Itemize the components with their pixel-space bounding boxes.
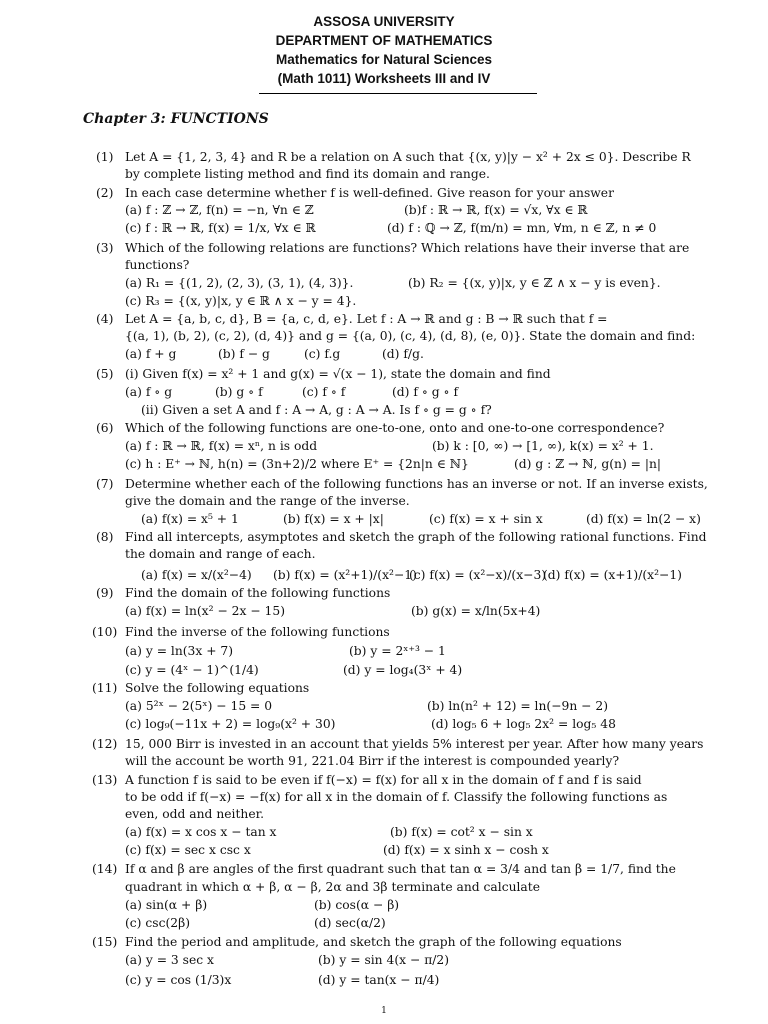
part-b: (b)f : ℝ → ℝ, f(x) = √x, ∀x ∈ ℝ: [404, 203, 588, 217]
part-b: (b) f(x) = cot² x − sin x: [390, 825, 533, 839]
part-b: (b) k : [0, ∞) → [1, ∞), k(x) = x² + 1.: [432, 439, 654, 453]
problem-text: Which of the following functions are one-to-one, onto and one-to-one correspondence?: [125, 421, 665, 435]
part-d: (d) g : ℤ → ℕ, g(n) = |n|: [514, 457, 662, 471]
problem-text: Find the domain of the following functions: [125, 586, 391, 600]
problem-text: Which of the following relations are functions? Which relations have their inverse that are: [125, 241, 690, 255]
problem-number: (14): [92, 862, 118, 876]
part-c: (c) f : ℝ → ℝ, f(x) = 1/x, ∀x ∈ ℝ: [125, 221, 316, 235]
part-b: (b) R₂ = {(x, y)|x, y ∈ ℤ ∧ x − y is even}.: [408, 276, 661, 290]
problem-number: (15): [92, 935, 118, 949]
problem-number: (13): [92, 773, 118, 787]
part-c: (c) y = cos (1/3)x: [125, 973, 232, 987]
part-d: (d) f/g.: [382, 347, 424, 361]
part-a: (a) R₁ = {(1, 2), (2, 3), (3, 1), (4, 3)}.: [125, 276, 354, 290]
problem-number: (9): [96, 586, 114, 600]
part-a: (a) y = 3 sec x: [125, 953, 214, 967]
problem-text: {(a, 1), (b, 2), (c, 2), (d, 4)} and g = {(a, 0), (c, 4), (d, 8), (e, 0)}. State the domain and find:: [125, 329, 696, 343]
part-a: (a) f : ℝ → ℝ, f(x) = xⁿ, n is odd: [125, 439, 318, 453]
part-d: (d) log₅ 6 + log₅ 2x² = log₅ 48: [431, 717, 616, 731]
part-a: (a) f(x) = x⁵ + 1: [141, 512, 239, 526]
chapter-heading: Chapter 3: FUNCTIONS: [83, 111, 269, 127]
problem-text: Let A = {a, b, c, d}, B = {a, c, d, e}. Let f : A → ℝ and g : B → ℝ such that f =: [125, 312, 608, 326]
problem-text: Find the period and amplitude, and sketch the graph of the following equations: [125, 935, 622, 949]
problem-number: (12): [92, 737, 118, 751]
part-c: (c) h : E⁺ → ℕ, h(n) = (3n+2)/2 where E⁺ = {2n|n ∈ ℕ}: [125, 457, 469, 471]
part-b: (b) g(x) = x/ln(5x+4): [411, 604, 541, 618]
problem-number: (2): [96, 186, 114, 200]
part-d: (d) y = tan(x − π/4): [318, 973, 440, 987]
part-a: (a) f(x) = x/(x²−4): [141, 568, 252, 582]
part-ii: (ii) Given a set A and f : A → A, g : A → A. Is f ∘ g = g ∘ f?: [141, 403, 492, 417]
part-b: (b) y = 2ˣ⁺³ − 1: [349, 644, 446, 658]
part-a: (a) sin(α + β): [125, 898, 208, 912]
problem-text: will the account be worth 91, 221.04 Birr if the interest is compounded yearly?: [125, 754, 620, 768]
part-d: (d) sec(α/2): [314, 916, 386, 930]
part-c: (c) f ∘ f: [302, 385, 346, 399]
problem-text: Solve the following equations: [125, 681, 310, 695]
part-c: (c) f(x) = sec x csc x: [125, 843, 251, 857]
part-a: (a) f : ℤ → ℤ, f(n) = −n, ∀n ∈ ℤ: [125, 203, 314, 217]
problem-text: (i) Given f(x) = x² + 1 and g(x) = √(x − 1), state the domain and find: [125, 367, 551, 381]
part-c: (c) f.g: [304, 347, 341, 361]
problem-number: (4): [96, 312, 114, 326]
part-d: (d) f(x) = (x+1)/(x²−1): [543, 568, 682, 582]
problem-number: (5): [96, 367, 114, 381]
header-divider: [259, 93, 537, 94]
problem-number: (10): [92, 625, 118, 639]
problem-number: (3): [96, 241, 114, 255]
problem-number: (6): [96, 421, 114, 435]
problem-text: quadrant in which α + β, α − β, 2α and 3β terminate and calculate: [125, 880, 540, 894]
part-c: (c) csc(2β): [125, 916, 191, 930]
problem-text: If α and β are angles of the first quadrant such that tan α = 3/4 and tan β = 1/7, find the: [125, 862, 676, 876]
part-d: (d) f ∘ g ∘ f: [392, 385, 459, 399]
part-b: (b) g ∘ f: [215, 385, 263, 399]
problem-text: functions?: [125, 258, 190, 272]
problem-text: the domain and range of each.: [125, 547, 316, 561]
problem-number: (1): [96, 150, 114, 164]
problem-text: A function f is said to be even if f(−x) = f(x) for all x in the domain of f and f is said: [125, 773, 642, 787]
course-title: Mathematics for Natural Sciences: [275, 52, 493, 67]
part-a: (a) f(x) = x cos x − tan x: [125, 825, 277, 839]
part-c: (c) R₃ = {(x, y)|x, y ∈ ℝ ∧ x − y = 4}.: [125, 294, 357, 308]
part-d: (d) y = log₄(3ˣ + 4): [343, 663, 463, 677]
problem-number: (8): [96, 530, 114, 544]
university-name: ASSOSA UNIVERSITY: [313, 14, 455, 29]
part-b: (b) ln(n² + 12) = ln(−9n − 2): [427, 699, 609, 713]
part-d: (d) f : ℚ → ℤ, f(m/n) = mn, ∀m, n ∈ ℤ, n ≠ 0: [387, 221, 657, 235]
problem-text: Find all intercepts, asymptotes and sketch the graph of the following rational functions. Find: [125, 530, 707, 544]
part-a: (a) f + g: [125, 347, 177, 361]
problem-text: Find the inverse of the following functions: [125, 625, 390, 639]
part-a: (a) 5²ˣ − 2(5ˣ) − 15 = 0: [125, 699, 273, 713]
problem-text: even, odd and neither.: [125, 807, 265, 821]
part-d: (d) f(x) = ln(2 − x): [586, 512, 701, 526]
part-b: (b) f(x) = (x²+1)/(x²−1): [273, 568, 417, 582]
part-c: (c) f(x) = (x²−x)/(x−3): [409, 568, 547, 582]
part-b: (b) f(x) = x + |x|: [283, 512, 384, 526]
part-a: (a) f(x) = ln(x² − 2x − 15): [125, 604, 285, 618]
problem-text: by complete listing method and find its domain and range.: [125, 167, 490, 181]
part-a: (a) y = ln(3x + 7): [125, 644, 234, 658]
part-c: (c) y = (4ˣ − 1)^(1/4): [125, 663, 259, 677]
part-c: (c) f(x) = x + sin x: [429, 512, 543, 526]
problem-text: 15, 000 Birr is invested in an account that yields 5% interest per year. After how many years: [125, 737, 704, 751]
part-b: (b) y = sin 4(x − π/2): [318, 953, 450, 967]
problem-text: to be odd if f(−x) = −f(x) for all x in the domain of f. Classify the following functions as: [125, 790, 668, 804]
part-d: (d) f(x) = x sinh x − cosh x: [383, 843, 549, 857]
page-number: 1: [381, 1006, 387, 1016]
problem-number: (7): [96, 477, 114, 491]
part-b: (b) cos(α − β): [314, 898, 400, 912]
problem-text: In each case determine whether f is well-defined. Give reason for your answer: [125, 186, 614, 200]
problem-text: Let A = {1, 2, 3, 4} and R be a relation on A such that {(x, y)|y − x² + 2x ≤ 0}. Describe R: [125, 150, 691, 164]
worksheet-title: (Math 1011) Worksheets III and IV: [277, 71, 491, 86]
part-a: (a) f ∘ g: [125, 385, 173, 399]
department-name: DEPARTMENT OF MATHEMATICS: [275, 33, 493, 48]
problem-text: Determine whether each of the following functions has an inverse or not. If an inverse exists,: [125, 477, 708, 491]
problem-text: give the domain and the range of the inverse.: [125, 494, 410, 508]
part-b: (b) f − g: [218, 347, 270, 361]
problem-number: (11): [92, 681, 118, 695]
part-c: (c) log₉(−11x + 2) = log₉(x² + 30): [125, 717, 336, 731]
